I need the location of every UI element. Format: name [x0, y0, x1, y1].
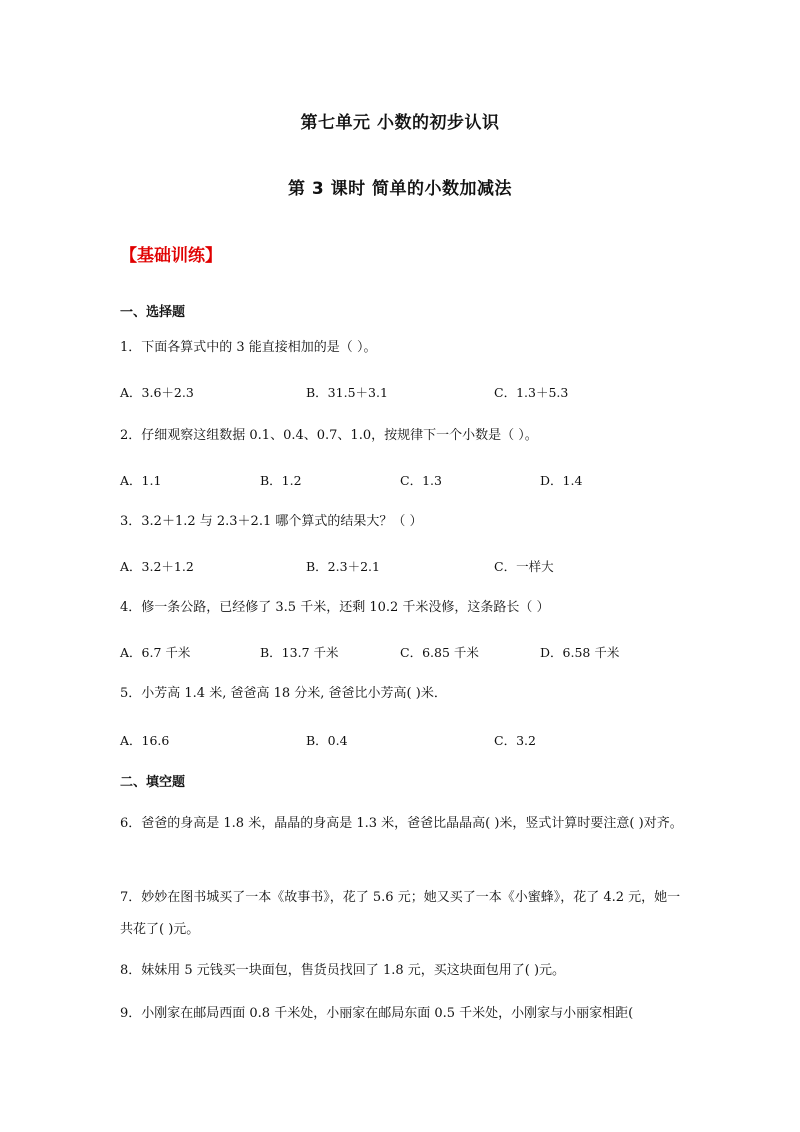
- q4-option-a: A．6.7 千米: [120, 645, 191, 660]
- q1-option-c: C．1.3＋5.3: [494, 385, 569, 400]
- section-tag: 【基础训练】: [120, 246, 222, 266]
- unit-title: 第七单元 小数的初步认识: [300, 113, 500, 133]
- q2-option-b: B．1.2: [260, 473, 302, 488]
- part1-heading: 一、选择题: [120, 305, 186, 320]
- question-3: 3．3.2＋1.2 与 2.3＋2.1 哪个算式的结果大？（ ）: [120, 514, 423, 529]
- lesson-title: 第 3 课时 简单的小数加减法: [287, 179, 513, 199]
- q4-option-d: D．6.58 千米: [540, 645, 620, 660]
- q2-option-c: C．1.3: [400, 473, 442, 488]
- question-5: 5．小芳高 1.4 米, 爸爸高 18 分米, 爸爸比小芳高( )米．: [120, 686, 447, 701]
- question-7: 7．妙妙在图书城买了一本《故事书》，花了 5.6 元；她又买了一本《小蜜蜂》，花了 4.2 元，她一共花了( )元。: [120, 890, 681, 937]
- q4-option-b: B．13.7 千米: [260, 645, 339, 660]
- question-4: 4．修一条公路，已经修了 3.5 千米，还剩 10.2 千米没修，这条路长（ ）: [120, 600, 550, 615]
- q5-option-c: C．3.2: [494, 733, 536, 748]
- q5-option-b: B．0.4: [306, 733, 348, 748]
- q2-option-d: D．1.4: [540, 473, 583, 488]
- q3-option-b: B．2.3＋2.1: [306, 559, 380, 574]
- question-2: 2．仔细观察这组数据 0.1、0.4、0.7、1.0，按规律下一个小数是（ ）。: [120, 428, 538, 443]
- q5-option-a: A．16.6: [120, 733, 170, 748]
- part2-heading: 二、填空题: [120, 775, 186, 790]
- question-1: 1．下面各算式中的 3 能直接相加的是（ ）。: [120, 340, 377, 355]
- q2-option-a: A．1.1: [120, 473, 162, 488]
- q3-option-a: A．3.2＋1.2: [120, 559, 194, 574]
- question-6: 6．爸爸的身高是 1.8 米，晶晶的身高是 1.3 米，爸爸比晶晶高( )米，竖式计算时要注意( )对齐。: [120, 816, 683, 831]
- q1-option-a: A．3.6＋2.3: [120, 385, 194, 400]
- question-8: 8．妹妹用 5 元钱买一块面包，售货员找回了 1.8 元，买这块面包用了( )元。: [120, 963, 566, 978]
- q1-option-b: B．31.5＋3.1: [306, 385, 388, 400]
- q4-option-c: C．6.85 千米: [400, 645, 479, 660]
- q3-option-c: C．一样大: [494, 559, 554, 574]
- question-9: 9．小刚家在邮局西面 0.8 千米处，小丽家在邮局东面 0.5 千米处，小刚家与小丽家相距(: [120, 1006, 634, 1021]
